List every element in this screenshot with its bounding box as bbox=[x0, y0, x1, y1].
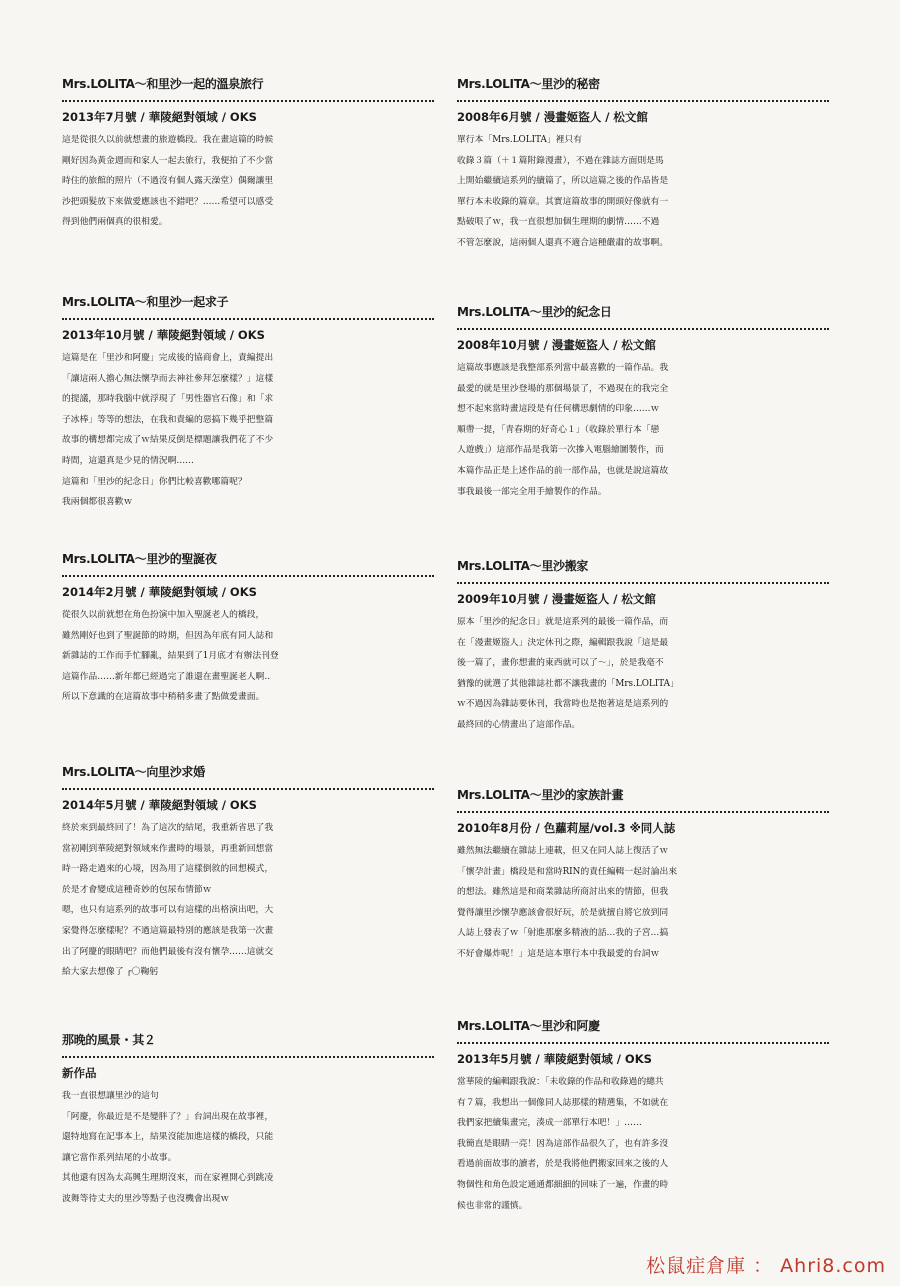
body-line: 「阿慶，你最近是不是變胖了？」台詞出現在故事裡， bbox=[62, 1111, 274, 1122]
article-section bbox=[62, 1028, 457, 1210]
body-line: 「懷孕計畫」橋段是和當時RIN的責任編輯一起討論出來 bbox=[457, 866, 678, 877]
body-line: 的想法。雖然這是和商業雜誌所商討出來的情節，但我 bbox=[457, 887, 669, 898]
body-line: 從很久以前就想在角色扮演中加入聖誕老人的橋段， bbox=[62, 610, 265, 620]
publication-info: 2013年5月號 / 華陵絕對領域 / OKS bbox=[457, 1052, 652, 1066]
body-line: 這篇故事應該是我整部系列當中最喜歡的一篇作品。我 bbox=[457, 363, 669, 373]
body-line: 最終回的心情畫出了這部作品。 bbox=[457, 719, 581, 730]
dotted-divider bbox=[457, 811, 829, 813]
body-line: 候也非常的謹慎。 bbox=[457, 1200, 528, 1211]
publication-info: 2014年2月號 / 華陵絕對領域 / OKS bbox=[62, 585, 257, 599]
body-line: 這是從很久以前就想畫的旅遊橋段。我在畫這篇的時候 bbox=[62, 135, 274, 145]
body-line: 我們家把續集畫完，湊成一部單行本吧！」…… bbox=[457, 1118, 642, 1129]
dotted-divider bbox=[457, 582, 829, 584]
article-section bbox=[457, 1014, 852, 1216]
article-section bbox=[457, 554, 852, 736]
section-title: Mrs.LOLITA～里沙搬家 bbox=[457, 559, 589, 573]
section-title: Mrs.LOLITA～向里沙求婚 bbox=[62, 765, 205, 779]
body-line: 物個性和角色設定通通都細細的回味了一遍，作畫的時 bbox=[457, 1179, 669, 1190]
body-line: 後一篇了，畫你想畫的東西就可以了～」，於是我毫不 bbox=[457, 658, 664, 669]
section-body bbox=[457, 841, 852, 965]
body-line: 上開始繼續這系列的續篇了，所以這篇之後的作品皆是 bbox=[457, 176, 669, 187]
body-line: 出了阿慶的眼睛吧？而他們最後有沒有懷孕……這就交 bbox=[62, 946, 274, 957]
body-line: 於是才會變成這種奇妙的包尿布情節ｗ bbox=[62, 884, 212, 895]
dotted-divider bbox=[62, 100, 434, 102]
dotted-divider bbox=[62, 1056, 434, 1058]
section-title: Mrs.LOLITA～里沙的紀念日 bbox=[457, 305, 612, 319]
section-title: Mrs.LOLITA～里沙的聖誕夜 bbox=[62, 552, 217, 566]
body-line: 波舞等待丈夫的里沙等點子也沒機會出現ｗ bbox=[62, 1193, 230, 1204]
publication-info: 2010年8月份 / 色蘿莉屋/vol.3 ※同人誌 bbox=[457, 821, 676, 835]
article-section bbox=[457, 783, 852, 965]
body-line: 新雜誌的工作而手忙腳亂，結果到了1月底才有辦法刊登 bbox=[62, 651, 279, 662]
article-section bbox=[62, 72, 457, 233]
body-line: 這篇作品……新年都已經過完了誰還在畫聖誕老人啊‥ bbox=[62, 671, 271, 682]
section-body bbox=[62, 1086, 457, 1210]
section-title: 那晚的風景・其２ bbox=[62, 1033, 156, 1047]
body-line: 本篇作品正是上述作品的前一部作品，也就是說這篇故 bbox=[457, 465, 669, 476]
publication-info: 新作品 bbox=[62, 1066, 97, 1080]
publication-info: 2008年6月號 / 漫畫姬盜人 / 松文館 bbox=[457, 110, 648, 124]
body-line: 順帶一提，「青春期的好奇心１」（收錄於單行本「戀 bbox=[457, 424, 660, 435]
body-line: 想不起來當時畫這段是有任何構思劇情的印象……ｗ bbox=[457, 404, 660, 415]
publication-info: 2009年10月號 / 漫畫姬盜人 / 松文館 bbox=[457, 592, 656, 606]
section-body bbox=[62, 605, 457, 708]
article-section bbox=[457, 300, 852, 502]
dotted-divider bbox=[62, 575, 434, 577]
body-line: 點破哏了ｗ，我一直很想加個生理期的劇情……不過 bbox=[457, 217, 660, 228]
body-line: 時一路走過來的心境，因為用了這樣倒敘的回想模式， bbox=[62, 864, 274, 875]
dotted-divider bbox=[62, 788, 434, 790]
watermark: 松鼠症倉庫 ： Ahri8.com bbox=[646, 1255, 886, 1277]
article-section bbox=[62, 547, 457, 708]
section-body bbox=[62, 130, 457, 233]
section-title: Mrs.LOLITA～和里沙一起求子 bbox=[62, 295, 229, 309]
body-line: 單行本未收錄的篇章。其實這篇故事的開頭好像就有一 bbox=[457, 196, 669, 207]
section-title: Mrs.LOLITA～里沙的秘密 bbox=[457, 77, 600, 91]
section-title: Mrs.LOLITA～里沙和阿慶 bbox=[457, 1019, 600, 1033]
publication-info: 2013年10月號 / 華陵絕對領域 / OKS bbox=[62, 328, 265, 342]
article-section bbox=[62, 760, 457, 983]
body-line: 給大家去想像了 ┌〇鞠躬 bbox=[62, 967, 159, 978]
body-line: 不管怎麼說，這兩個人還真不適合這種嚴肅的故事啊。 bbox=[457, 237, 669, 248]
body-line: 其他還有因為太高興生理期沒來，而在家裡開心到跳凌 bbox=[62, 1173, 274, 1184]
body-line: 看過前面故事的讀者，於是我將他們搬家回來之後的人 bbox=[457, 1159, 669, 1170]
body-line: 單行本「Mrs.LOLITA」裡只有 bbox=[457, 135, 583, 145]
section-body bbox=[457, 358, 852, 502]
body-line: 當華陵的編輯跟我說：「未收錄的作品和收錄過的總共 bbox=[457, 1077, 664, 1087]
body-line: 在「漫畫姬盜人」決定休刊之際，編輯跟我說「這是最 bbox=[457, 637, 669, 648]
body-line: 猶豫的就選了其他雜誌社都不讓我畫的「Mrs.LOLITA」 bbox=[457, 678, 679, 689]
section-body bbox=[457, 612, 852, 736]
body-line: 終於來到最終回了！為了這次的結尾，我重新省思了我 bbox=[62, 823, 274, 833]
body-line: 有７篇，我想出一個像同人誌那樣的精選集，不如就在 bbox=[457, 1097, 669, 1108]
body-line: 不好會爆炸呢！」這是這本單行本中我最愛的台詞ｗ bbox=[457, 948, 660, 959]
section-body bbox=[62, 348, 457, 513]
body-line: 所以下意識的在這篇故事中稍稍多畫了點做愛畫面。 bbox=[62, 692, 265, 703]
body-line: 原本「里沙的紀念日」就是這系列的最後一篇作品，而 bbox=[457, 617, 669, 627]
body-line: 嗯，也只有這系列的故事可以有這樣的出格演出吧，大 bbox=[62, 905, 274, 916]
article-section bbox=[62, 290, 457, 513]
article-section bbox=[457, 72, 852, 254]
body-line: 沙把頭髮放下來做愛應該也不錯吧？……希望可以感受 bbox=[62, 196, 274, 207]
body-line: ｗ不過因為雜誌要休刊，我當時也是抱著這是這系列的 bbox=[457, 699, 669, 710]
body-line: 我一直很想讓里沙的這句 bbox=[62, 1091, 159, 1101]
dotted-divider bbox=[457, 1042, 829, 1044]
section-title: Mrs.LOLITA～和里沙一起的溫泉旅行 bbox=[62, 77, 264, 91]
body-line: 人誌上發表了ｗ「射進那麼多精液的話…我的子宮…搞 bbox=[457, 928, 669, 939]
body-line: 的提議，那時我腦中就浮現了「男性器官石像」和「求 bbox=[62, 394, 274, 405]
body-line: 當初剛到華陵絕對領域來作畫時的場景，再重新回想當 bbox=[62, 843, 274, 854]
body-line: 最愛的就是里沙登場的那個場景了，不過現在的我完全 bbox=[457, 383, 669, 394]
section-body bbox=[457, 130, 852, 254]
body-line: 時住的旅館的照片（不過沒有個人露天澡堂）偶爾讓里 bbox=[62, 176, 274, 187]
body-line: 得到他們兩個真的很相愛。 bbox=[62, 217, 168, 228]
body-line: 這篇是在「里沙和阿慶」完成後的協商會上，責編提出 bbox=[62, 353, 274, 363]
body-line: 讓它當作系列結尾的小故事。 bbox=[62, 1152, 177, 1163]
section-title: Mrs.LOLITA～里沙的家族計畫 bbox=[457, 788, 624, 802]
body-line: 我兩個都很喜歡ｗ bbox=[62, 497, 133, 508]
body-line: 還特地寫在記事本上，結果沒能加進這樣的橋段，只能 bbox=[62, 1132, 274, 1143]
section-body bbox=[457, 1072, 852, 1216]
body-line: 故事的構想都完成了ｗ結果反倒是標題讓我們花了不少 bbox=[62, 435, 274, 446]
body-line: 雖然無法繼續在雜誌上連載，但又在同人誌上復活了ｗ bbox=[457, 846, 669, 856]
body-line: 我簡直是眼睛一亮！因為這部作品很久了，也有許多沒 bbox=[457, 1138, 669, 1149]
body-line: 時間，這還真是少見的情況啊…… bbox=[62, 455, 194, 466]
body-line: 雖然剛好也到了聖誕節的時期，但因為年底有同人誌和 bbox=[62, 630, 274, 641]
body-line: 子冰棒」等等的想法，在我和責編的惡搞下幾乎把整篇 bbox=[62, 414, 274, 425]
body-line: 收錄３篇（＋１篇附錄漫畫），不過在雜誌方面則是馬 bbox=[457, 155, 664, 166]
body-line: 家覺得怎麼樣呢？不過這篇最特別的應該是我第一次畫 bbox=[62, 925, 274, 936]
dotted-divider bbox=[457, 328, 829, 330]
dotted-divider bbox=[62, 318, 434, 320]
section-body bbox=[62, 818, 457, 983]
body-line: 剛好因為黃金週而和家人一起去旅行，我便拍了不少當 bbox=[62, 155, 274, 166]
body-line: 覺得讓里沙懷孕應該會很好玩，於是就擅自將它放到同 bbox=[457, 907, 669, 918]
body-line: 這篇和「里沙的紀念日」你們比較喜歡哪篇呢？ bbox=[62, 476, 247, 487]
publication-info: 2008年10月號 / 漫畫姬盜人 / 松文館 bbox=[457, 338, 656, 352]
body-line: 事我最後一部完全用手繪製作的作品。 bbox=[457, 486, 607, 497]
publication-info: 2013年7月號 / 華陵絕對領域 / OKS bbox=[62, 110, 257, 124]
body-line: 「讓這兩人擔心無法懷孕而去神社參拜怎麼樣？」這樣 bbox=[62, 373, 274, 384]
publication-info: 2014年5月號 / 華陵絕對領域 / OKS bbox=[62, 798, 257, 812]
body-line: 人遊戲」）這部作品是我第一次摻入電腦繪圖製作，而 bbox=[457, 445, 664, 456]
dotted-divider bbox=[457, 100, 829, 102]
